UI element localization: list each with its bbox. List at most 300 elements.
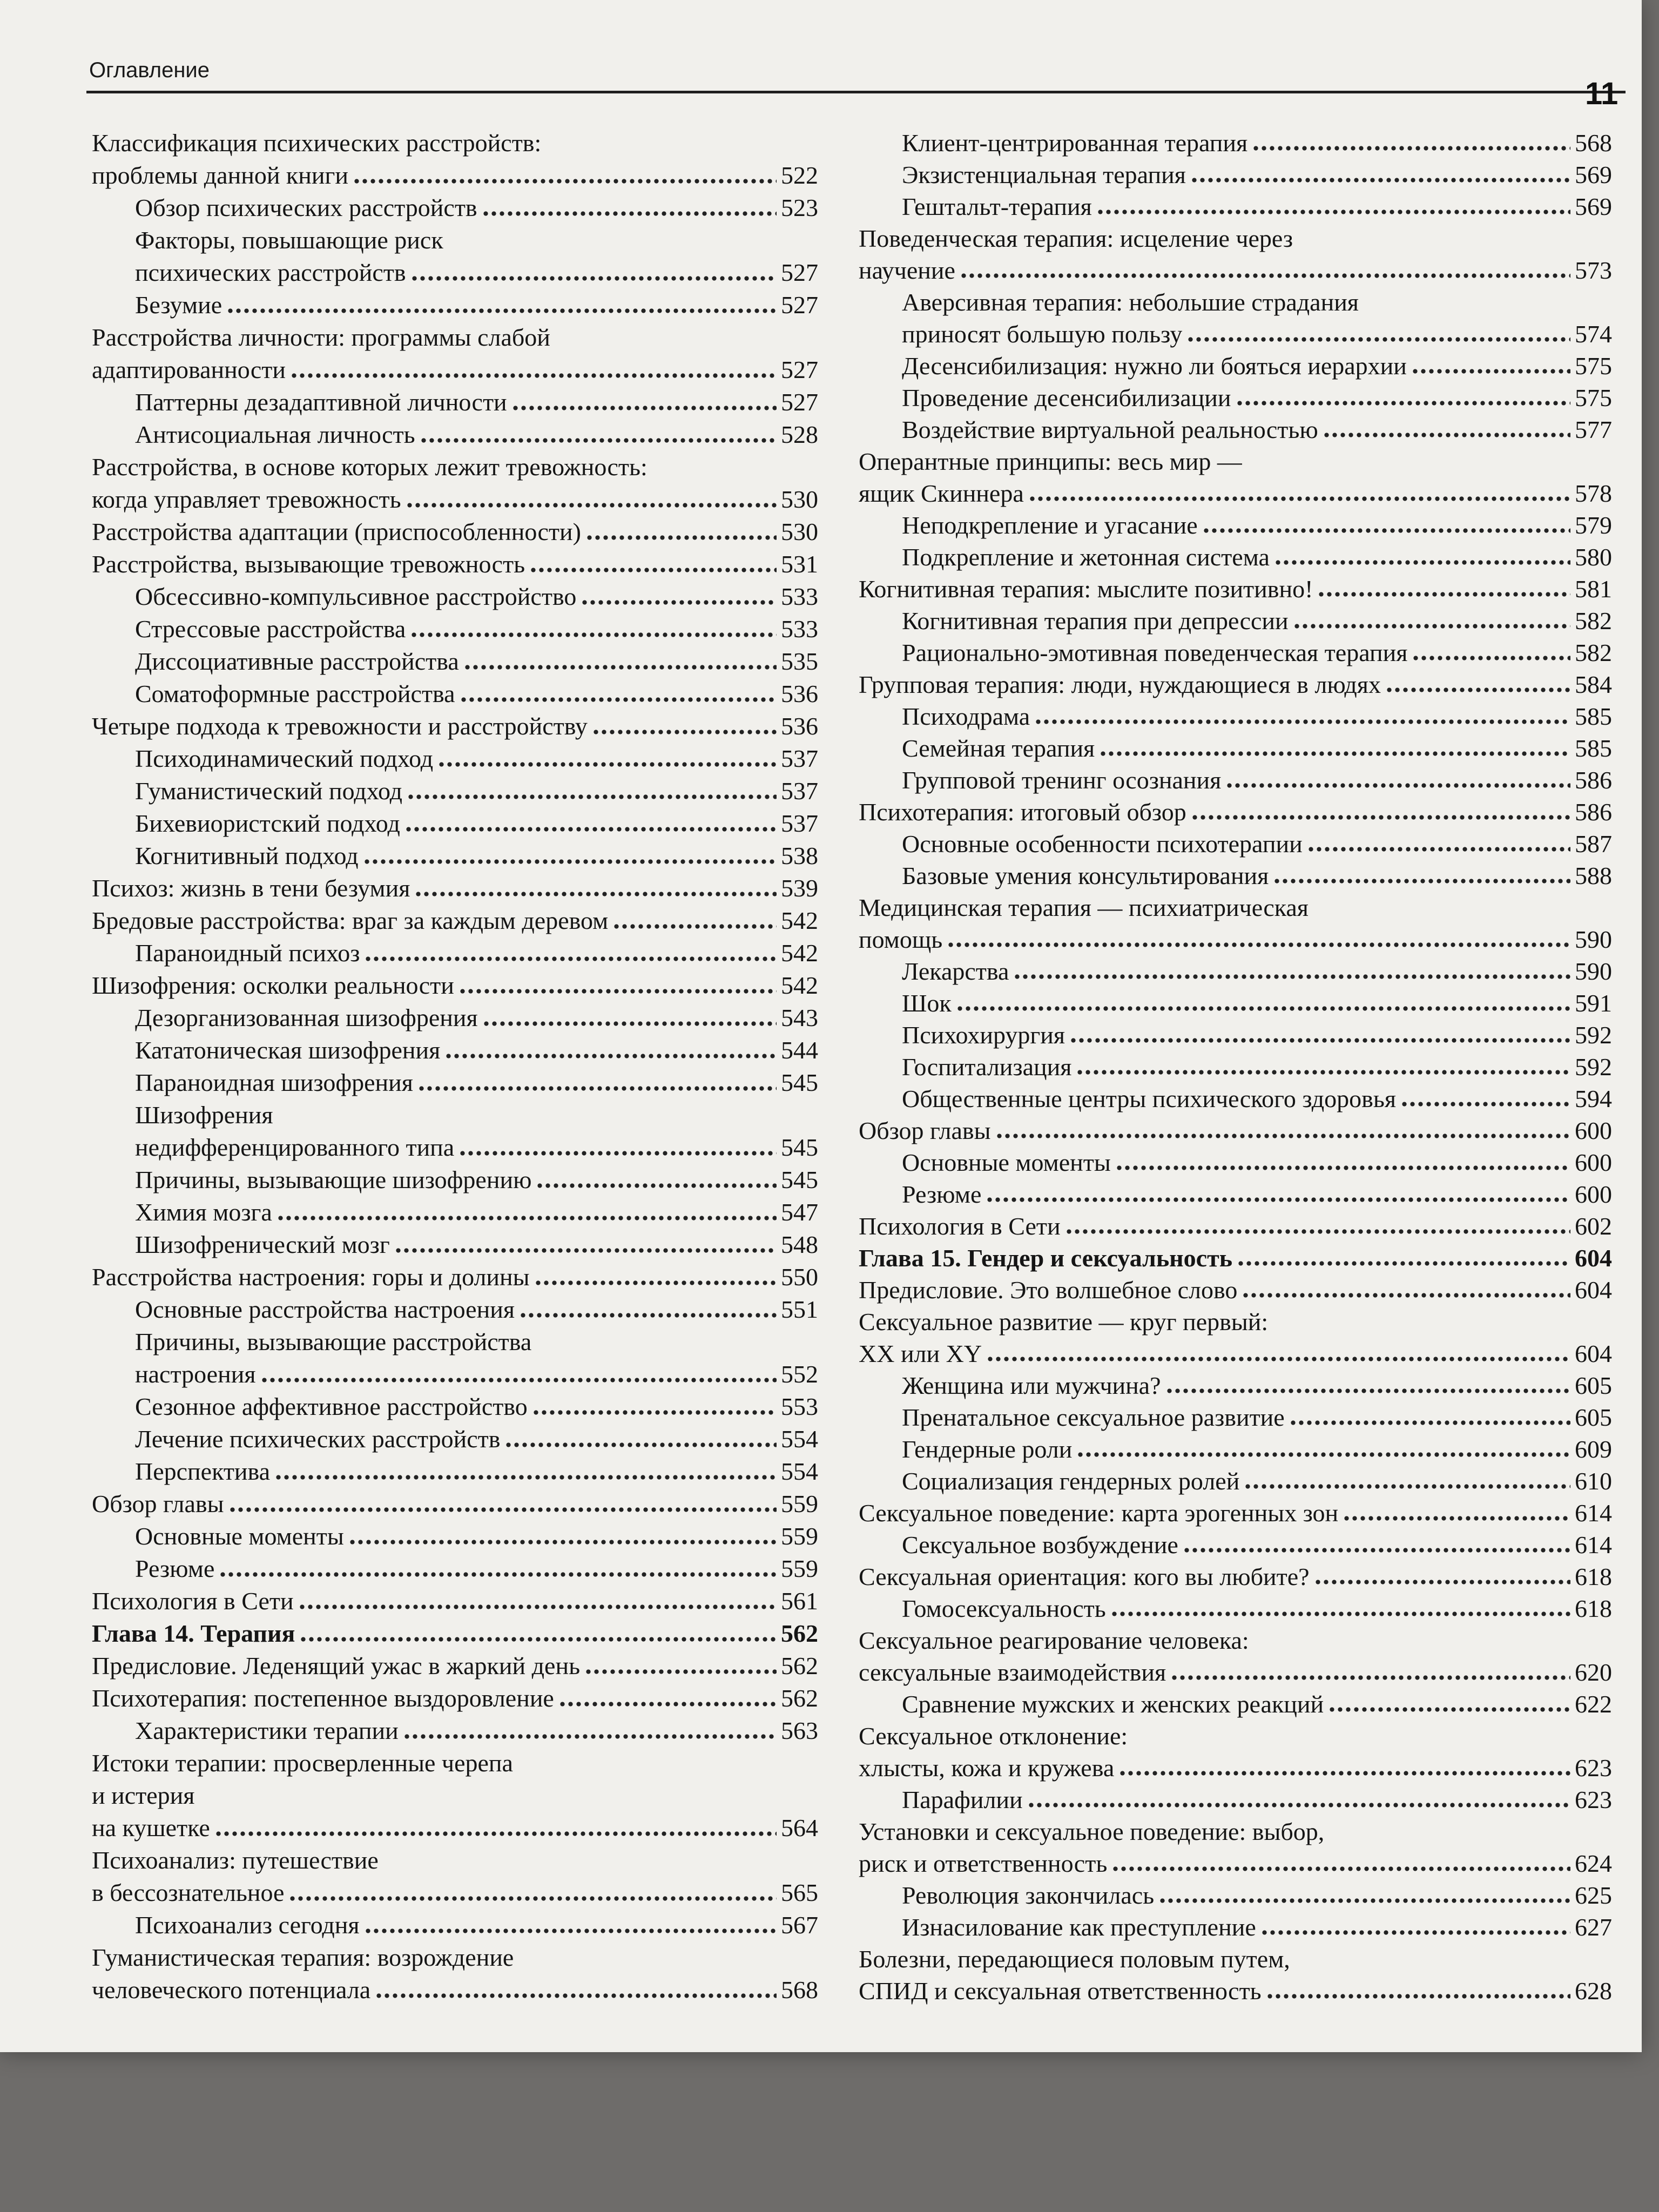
toc-entry-title: Проведение десенсибилизации: [902, 384, 1231, 412]
toc-entry-title: ящик Скиннера: [859, 480, 1024, 507]
toc-entry: [92, 1682, 818, 1715]
toc-entry-title: Психодрама: [902, 703, 1030, 730]
toc-page-number: 602: [1575, 1212, 1612, 1240]
dot-leader: [584, 1669, 777, 1675]
toc-entry-title: Стрессовые расстройства: [135, 615, 406, 643]
toc-entry: [92, 678, 818, 710]
toc-column-left: [92, 127, 818, 2006]
toc-entry: [92, 645, 818, 678]
toc-page-number: 590: [1575, 926, 1612, 953]
dot-leader: [276, 1215, 777, 1221]
dot-leader: [1244, 1483, 1570, 1489]
toc-page-number: 623: [1575, 1754, 1612, 1782]
toc-entry-title: Кататоническая шизофрения: [135, 1036, 441, 1064]
toc-page-number: 592: [1575, 1021, 1612, 1049]
toc-entry-title: Бредовые расстройства: враг за каждым деревом: [92, 907, 609, 934]
toc-page-number: 569: [1575, 161, 1612, 188]
dot-leader: [274, 1474, 777, 1480]
toc-page-number: 565: [781, 1879, 818, 1906]
toc-entry-title: Психоз: жизнь в тени безумия: [92, 874, 410, 902]
toc-entry: [859, 1115, 1612, 1147]
toc-entry: [859, 1147, 1612, 1178]
toc-entry-title: недифференцированного типа: [135, 1134, 455, 1161]
dot-leader: [1411, 368, 1570, 374]
toc-page-number: 543: [781, 1004, 818, 1031]
toc-entry: [859, 414, 1612, 446]
dot-leader: [529, 567, 777, 573]
toc-entry: [92, 1715, 818, 1747]
dot-leader: [1412, 655, 1570, 661]
toc-entry: [859, 573, 1612, 605]
toc-entry-title: Психология в Сети: [92, 1587, 294, 1615]
toc-entry-title: Гендерные роли: [902, 1435, 1073, 1463]
toc-entry: [859, 1911, 1612, 1943]
toc-entry-title: психических расстройств: [135, 259, 406, 286]
toc-page-number: 614: [1575, 1499, 1612, 1527]
toc-page-number: 575: [1575, 352, 1612, 380]
toc-entry: [92, 419, 818, 451]
toc-entry: [859, 1051, 1612, 1083]
toc-entry: [859, 1561, 1612, 1593]
toc-column-right: [859, 127, 1612, 2007]
toc-page-number: 568: [1575, 129, 1612, 157]
dot-leader: [1099, 751, 1570, 757]
toc-entry-title: Классификация психических расстройств:: [92, 129, 542, 157]
toc-entry: [92, 581, 818, 613]
toc-entry: [859, 1624, 1612, 1688]
toc-entry: [859, 700, 1612, 732]
toc-entry-title: когда управляет тревожность: [92, 485, 401, 513]
toc-entry: [92, 1099, 818, 1164]
toc-entry: [92, 224, 818, 289]
toc-entry: [859, 892, 1612, 955]
dot-leader: [1069, 1037, 1570, 1043]
dot-leader: [298, 1604, 777, 1610]
dot-leader: [1252, 145, 1570, 151]
toc-entry-title: сексуальные взаимодействия: [859, 1658, 1166, 1686]
toc-entry: [859, 605, 1612, 637]
toc-entry: [92, 451, 818, 516]
toc-entry-title: Основные моменты: [902, 1149, 1111, 1176]
toc-entry-title: Шизофрения: [135, 1101, 273, 1129]
toc-entry-title: Бихевиористский подход: [135, 810, 400, 837]
toc-entry: [92, 775, 818, 807]
toc-entry-title: Психодинамический подход: [135, 745, 434, 772]
dot-leader: [1343, 1515, 1570, 1521]
toc-entry-title: Поведенческая терапия: исцеление через: [859, 225, 1293, 252]
dot-leader: [364, 956, 777, 962]
toc-entry-title: Десенсибилизация: нужно ли бояться иерархии: [902, 352, 1407, 380]
dot-leader: [420, 437, 777, 443]
toc-entry-title: Рационально-эмотивная поведенческая терапия: [902, 639, 1408, 666]
toc-entry: [92, 1326, 818, 1391]
dot-leader: [219, 1572, 777, 1577]
toc-entry: [92, 1909, 818, 1941]
toc-entry-title: Семейная терапия: [902, 734, 1095, 762]
toc-page-number: 585: [1575, 703, 1612, 730]
toc-entry-title: Антисоциальная личность: [135, 421, 415, 448]
dot-leader: [1076, 1069, 1570, 1075]
toc-entry: [859, 1019, 1612, 1051]
dot-leader: [534, 1280, 777, 1286]
toc-entry: [859, 1210, 1612, 1242]
toc-entry-title: Групповая терапия: люди, нуждающиеся в людях: [859, 671, 1381, 698]
dot-leader: [214, 1831, 777, 1837]
toc-entry: [92, 743, 818, 775]
toc-entry-title: Экзистенциальная терапия: [902, 161, 1186, 188]
dot-leader: [1065, 1229, 1570, 1235]
dot-leader: [1191, 814, 1570, 820]
toc-entry: [859, 955, 1612, 987]
toc-entry-title: Революция закончилась: [902, 1881, 1155, 1909]
toc-page-number: 562: [781, 1652, 818, 1680]
toc-entry-title: Причины, вызывающие шизофрению: [135, 1166, 532, 1193]
toc-page-number: 600: [1575, 1149, 1612, 1176]
toc-page-number: 590: [1575, 957, 1612, 985]
toc-entry-title: Гуманистический подход: [135, 777, 403, 805]
toc-entry-title: Психоанализ сегодня: [135, 1911, 360, 1939]
toc-page-number: 581: [1575, 575, 1612, 603]
toc-entry-title: Лекарства: [902, 957, 1009, 985]
toc-page-number: 548: [781, 1231, 818, 1258]
dot-leader: [482, 211, 777, 217]
toc-entry: [92, 127, 818, 192]
toc-entry: [859, 987, 1612, 1019]
dot-leader: [585, 535, 777, 541]
dot-leader: [1110, 1611, 1570, 1617]
toc-page-number: 563: [781, 1717, 818, 1744]
toc-entry: [859, 764, 1612, 796]
toc-entry: [859, 1274, 1612, 1306]
dot-leader: [375, 1993, 777, 1999]
dot-leader: [437, 761, 777, 767]
dot-leader: [536, 1183, 777, 1189]
dot-leader: [1096, 209, 1570, 215]
toc-entry-title: Психология в Сети: [859, 1212, 1061, 1240]
toc-entry-title: Резюме: [135, 1555, 215, 1582]
dot-leader: [482, 1021, 777, 1027]
toc-page-number: 610: [1575, 1467, 1612, 1495]
dot-leader: [1028, 496, 1570, 502]
toc-page-number: 528: [781, 421, 818, 448]
toc-entry-title: Болезни, передающиеся половым путем,: [859, 1945, 1290, 1973]
toc-entry: [859, 796, 1612, 828]
dot-leader: [1115, 1165, 1570, 1171]
toc-entry-title: Когнитивный подход: [135, 842, 359, 869]
dot-leader: [592, 729, 777, 735]
toc-entry: [859, 350, 1612, 382]
toc-page-number: 536: [781, 712, 818, 740]
toc-entry-title: Предисловие. Леденящий ужас в жаркий день: [92, 1652, 581, 1680]
toc-entry: [859, 1720, 1612, 1784]
toc-entry-title: Клиент-центрированная терапия: [902, 129, 1248, 157]
toc-page-number: 547: [781, 1198, 818, 1226]
dot-leader: [403, 1734, 777, 1739]
toc-entry-title: Перспектива: [135, 1458, 271, 1485]
dot-leader: [947, 942, 1570, 948]
toc-entry: [92, 1941, 818, 2006]
toc-entry-title: Соматоформные расстройства: [135, 680, 455, 707]
toc-page-number: 625: [1575, 1881, 1612, 1909]
toc-entry: [859, 669, 1612, 700]
toc-page-number: 553: [781, 1393, 818, 1420]
toc-entry: [92, 1002, 818, 1034]
toc-entry-title: Сексуальное возбуждение: [902, 1531, 1178, 1559]
dot-leader: [1314, 1579, 1570, 1585]
toc-page-number: 568: [781, 1976, 818, 2004]
toc-entry-title: Обзор психических расстройств: [135, 194, 477, 221]
toc-page-number: 623: [1575, 1786, 1612, 1813]
toc-entry-title: риск и ответственность: [859, 1850, 1108, 1877]
toc-page-number: 575: [1575, 384, 1612, 412]
dot-leader: [960, 273, 1570, 279]
dot-leader: [1186, 336, 1570, 342]
dot-leader: [444, 1053, 777, 1059]
toc-page-number: 618: [1575, 1563, 1612, 1590]
toc-entry-title: Обзор главы: [92, 1490, 224, 1518]
toc-page-number: 622: [1575, 1690, 1612, 1718]
toc-entry-title: настроения: [135, 1360, 256, 1388]
toc-page-number: 578: [1575, 480, 1612, 507]
toc-entry-title: Госпитализация: [902, 1053, 1072, 1081]
toc-page-number: 604: [1575, 1244, 1612, 1272]
toc-page-number: 582: [1575, 639, 1612, 666]
dot-leader: [1118, 1770, 1570, 1776]
dot-leader: [612, 923, 777, 929]
toc-entry: [92, 872, 818, 905]
toc-page-number: 609: [1575, 1435, 1612, 1463]
dot-leader: [1400, 1101, 1570, 1107]
toc-entry-title: Сравнение мужских и женских реакций: [902, 1690, 1324, 1718]
toc-page-number: 531: [781, 550, 818, 578]
toc-entry-title: Медицинская терапия — психиатрическая: [859, 894, 1309, 921]
toc-entry-title: Шизофренический мозг: [135, 1231, 390, 1258]
toc-entry-title: Химия мозга: [135, 1198, 272, 1226]
toc-entry-title: Оперантные принципы: весь мир —: [859, 448, 1242, 475]
dot-leader: [558, 1701, 777, 1707]
toc-entry: [859, 1083, 1612, 1115]
toc-page-number: 592: [1575, 1053, 1612, 1081]
toc-entry-title: Неподкрепление и угасание: [902, 511, 1198, 539]
toc-page-number: 533: [781, 583, 818, 610]
toc-page-number: 614: [1575, 1531, 1612, 1559]
running-header: Оглавление: [89, 58, 210, 82]
toc-entry-title: Расстройства, в основе которых лежит тревожность:: [92, 453, 648, 481]
toc-entry-title: Причины, вызывающие расстройства: [135, 1328, 532, 1355]
toc-entry-title: человеческого потенциала: [92, 1976, 371, 2004]
dot-leader: [504, 1442, 777, 1448]
toc-page-number: 537: [781, 745, 818, 772]
dot-leader: [1190, 177, 1570, 183]
toc-entry-title: Основные особенности психотерапии: [902, 830, 1303, 858]
toc-entry-title: Гештальт-терапия: [902, 193, 1092, 220]
toc-entry: [859, 541, 1612, 573]
dot-leader: [1013, 974, 1570, 980]
toc-entry: [859, 1370, 1612, 1401]
toc-entry-title: Расстройства, вызывающие тревожность: [92, 550, 525, 578]
toc-entry: [859, 1433, 1612, 1465]
toc-entry-title: Расстройства личности: программы слабой: [92, 323, 550, 351]
toc-entry-title: Психохирургия: [902, 1021, 1065, 1049]
toc-page-number: 605: [1575, 1404, 1612, 1431]
toc-entry-title: в бессознательное: [92, 1879, 285, 1906]
toc-entry-title: Диссоциативные расстройства: [135, 648, 459, 675]
page-number: 11: [1585, 76, 1618, 111]
toc-entry: [859, 509, 1612, 541]
toc-entry-title: Групповой тренинг осознания: [902, 766, 1222, 794]
toc-entry-title: проблемы данной книги: [92, 161, 349, 189]
toc-page-number: 588: [1575, 862, 1612, 889]
toc-entry-title: Психотерапия: постепенное выздоровление: [92, 1684, 554, 1712]
dot-leader: [414, 891, 777, 897]
toc-entry: [859, 127, 1612, 159]
toc-entry-title: приносят большую пользу: [902, 320, 1183, 348]
toc-entry-title: Сексуальное реагирование человека:: [859, 1627, 1249, 1654]
toc-entry-title: Гомосексуальность: [902, 1595, 1106, 1622]
toc-page-number: 554: [781, 1425, 818, 1453]
toc-page-number: 544: [781, 1036, 818, 1064]
dot-leader: [1236, 400, 1571, 406]
dot-leader: [417, 1085, 777, 1091]
dot-leader: [1293, 623, 1570, 629]
dot-leader: [956, 1006, 1570, 1011]
toc-entry-title: помощь: [859, 926, 943, 953]
dot-leader: [1237, 1260, 1570, 1266]
toc-entry: [859, 1529, 1612, 1561]
toc-entry-title: Паттерны дезадаптивной личности: [135, 388, 507, 416]
dot-leader: [404, 826, 777, 832]
toc-page-number: 545: [781, 1166, 818, 1193]
toc-entry-title: Шизофрения: осколки реальности: [92, 972, 454, 999]
dot-leader: [290, 373, 777, 379]
toc-page-number: 604: [1575, 1276, 1612, 1304]
toc-entry: [859, 1306, 1612, 1370]
toc-entry: [92, 1650, 818, 1682]
toc-page-number: 545: [781, 1134, 818, 1161]
dot-leader: [1289, 1420, 1570, 1426]
dot-leader: [1158, 1898, 1570, 1904]
toc-entry-title: Парафилии: [902, 1786, 1023, 1813]
toc-page-number: 618: [1575, 1595, 1612, 1622]
toc-entry-title: Параноидная шизофрения: [135, 1069, 413, 1096]
toc-page-number: 628: [1575, 1977, 1612, 2005]
toc-entry-title: Факторы, повышающие риск: [135, 226, 443, 254]
toc-entry-title: Пренатальное сексуальное развитие: [902, 1404, 1285, 1431]
toc-entry: [92, 321, 818, 386]
toc-entry: [859, 286, 1612, 350]
toc-entry-title: Аверсивная терапия: небольшие страдания: [902, 288, 1359, 316]
toc-entry-title: Сексуальное развитие — круг первый:: [859, 1308, 1269, 1336]
dot-leader: [228, 1507, 777, 1513]
toc-entry: [92, 1034, 818, 1067]
dot-leader: [581, 599, 777, 605]
toc-entry: [92, 840, 818, 872]
toc-entry-title: Предисловие. Это волшебное слово: [859, 1276, 1238, 1304]
dot-leader: [1111, 1866, 1570, 1872]
toc-entry: [92, 1455, 818, 1488]
toc-page-number: 579: [1575, 511, 1612, 539]
toc-entry-title: научение: [859, 257, 955, 284]
toc-entry: [92, 386, 818, 419]
toc-entry: [92, 1520, 818, 1553]
dot-leader: [1225, 783, 1570, 788]
dot-leader: [1165, 1388, 1570, 1394]
dot-leader: [460, 697, 777, 703]
toc-entry: [92, 548, 818, 581]
toc-entry-title: Дезорганизованная шизофрения: [135, 1004, 478, 1031]
toc-page-number: 527: [781, 291, 818, 319]
toc-page-number: 527: [781, 259, 818, 286]
dot-leader: [1273, 878, 1570, 884]
toc-page-number: 569: [1575, 193, 1612, 220]
toc-page-number: 604: [1575, 1340, 1612, 1367]
toc-entry-title: Общественные центры психического здоровья: [902, 1085, 1396, 1112]
toc-page-number: 600: [1575, 1181, 1612, 1208]
dot-leader: [511, 405, 777, 411]
dot-leader: [1183, 1547, 1570, 1553]
toc-entry: [92, 1844, 818, 1909]
toc-entry: [859, 1497, 1612, 1529]
toc-entry: [859, 860, 1612, 892]
toc-entry-title: адаптированности: [92, 356, 286, 383]
toc-entry: [859, 1943, 1612, 2007]
toc-entry: [92, 192, 818, 224]
dot-leader: [394, 1247, 777, 1253]
toc-entry-title: Воздействие виртуальной реальностью: [902, 416, 1318, 443]
toc-entry: [92, 1553, 818, 1585]
toc-entry: [92, 1585, 818, 1617]
toc-page-number: 533: [781, 615, 818, 643]
toc-entry-title: Обсессивно-компульсивное расстройство: [135, 583, 577, 610]
toc-page-number: 542: [781, 972, 818, 999]
toc-page-number: 574: [1575, 320, 1612, 348]
toc-entry-title: Женщина или мужчина?: [902, 1372, 1161, 1399]
toc-entry: [859, 1178, 1612, 1210]
toc-page-number: 573: [1575, 257, 1612, 284]
toc-page-number: 522: [781, 161, 818, 189]
toc-entry: [92, 1196, 818, 1229]
toc-entry: [859, 1688, 1612, 1720]
toc-page-number: 537: [781, 810, 818, 837]
toc-entry-title: Характеристики терапии: [135, 1717, 399, 1744]
toc-entry-title: Основные моменты: [135, 1522, 344, 1550]
toc-entry-title: Когнитивная терапия при депрессии: [902, 607, 1289, 635]
toc-entry: [859, 1593, 1612, 1624]
dot-leader: [288, 1896, 777, 1901]
header-rule: [86, 91, 1626, 93]
toc-page-number: 561: [781, 1587, 818, 1615]
toc-entry-title: Резюме: [902, 1181, 982, 1208]
toc-entry: [859, 828, 1612, 860]
toc-entry: [92, 937, 818, 969]
toc-entry: [859, 637, 1612, 669]
toc-chapter-entry: [92, 1617, 818, 1650]
toc-entry: [859, 382, 1612, 414]
dot-leader: [1266, 1993, 1570, 1999]
toc-chapter-entry: [859, 1242, 1612, 1274]
toc-entry-title: Психоанализ: путешествие: [92, 1846, 379, 1874]
toc-entry-title: Шок: [902, 989, 952, 1017]
toc-entry: [859, 446, 1612, 509]
toc-entry-title: Изнасилование как преступление: [902, 1913, 1256, 1941]
dot-leader: [463, 664, 777, 670]
dot-leader: [986, 1356, 1570, 1362]
toc-entry-title: Базовые умения консультирования: [902, 862, 1269, 889]
toc-page-number: 582: [1575, 607, 1612, 635]
dot-leader: [1323, 432, 1570, 438]
toc-page-number: 600: [1575, 1117, 1612, 1144]
toc-entry-title: Четыре подхода к тревожности и расстройству: [92, 712, 588, 740]
